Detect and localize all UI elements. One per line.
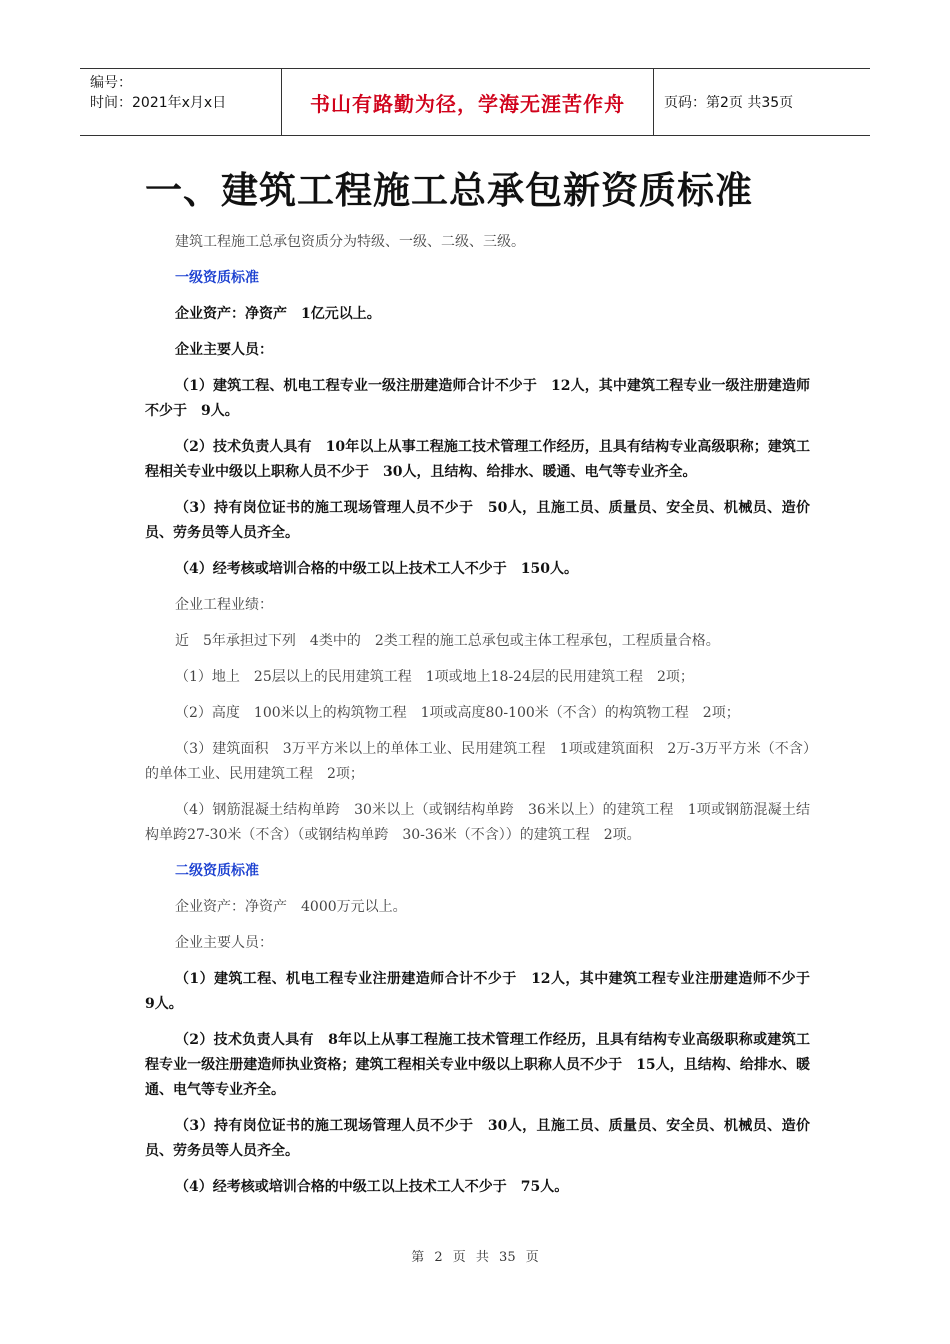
page-footer: 第 2 页 共 35 页 <box>411 1250 539 1265</box>
paragraph: （3）建筑面积 3万平方米以上的单体工业、民用建筑工程 1项或建筑面积 2万-3万平方米（不含）的单体工业、民用建筑工程 2项； <box>145 741 810 782</box>
paragraph: （4）经考核或培训合格的中级工以上技术工人不少于 150人。 <box>175 561 578 577</box>
paragraph: （4）钢筋混凝土结构单跨 30米以上（或钢结构单跨 36米以上）的建筑工程 1项或钢筋混凝土结构单跨27-30米（不含）（或钢结构单跨 30-36米（不含））的建筑工程 2项。 <box>145 802 810 843</box>
document-number-label: 编号： <box>90 75 132 91</box>
paragraph: 建筑工程施工总承包资质分为特级、一级、二级、三级。 <box>175 234 525 250</box>
paragraph: （1）地上 25层以上的民用建筑工程 1项或地上18-24层的民用建筑工程 2项； <box>175 669 694 685</box>
paragraph: （2）高度 100米以上的构筑物工程 1项或高度80-100米（不含）的构筑物工程 2项； <box>175 705 740 721</box>
paragraph: （2）技术负责人具有 10年以上从事工程施工技术管理工作经历，且具有结构专业高级职称；建筑工程相关专业中级以上职称人员不少于 30人，且结构、给排水、暖通、电气等专业齐全。 <box>145 439 810 480</box>
paragraph: 企业资产：净资产 1亿元以上。 <box>175 306 381 322</box>
paragraph: （1）建筑工程、机电工程专业注册建造师合计不少于 12人，其中建筑工程专业注册建造师不少于 9人。 <box>145 971 824 1012</box>
paragraph: 企业资产：净资产 4000万元以上。 <box>175 899 407 915</box>
header-meta <box>80 69 282 135</box>
paragraph: 企业工程业绩： <box>175 597 273 613</box>
paragraph: （1）建筑工程、机电工程专业一级注册建造师合计不少于 12人，其中建筑工程专业一级注册建造师不少于 9人。 <box>145 378 810 419</box>
page-header <box>80 68 870 136</box>
document-time-label: 时间：2021年x月x日 <box>90 95 227 111</box>
header-page-info: 页码：第2页 共35页 <box>664 95 794 111</box>
paragraph: （4）经考核或培训合格的中级工以上技术工人不少于 75人。 <box>175 1179 569 1195</box>
header-motto-cell <box>282 69 654 135</box>
paragraph: 企业主要人员： <box>175 935 273 951</box>
section-heading-level1: 一级资质标准 <box>175 270 259 286</box>
paragraph: 近 5年承担过下列 4类中的 2类工程的施工总承包或主体工程承包，工程质量合格。 <box>175 633 720 649</box>
page-title: 一、建筑工程施工总承包新资质标准 <box>145 169 753 212</box>
paragraph: （3）持有岗位证书的施工现场管理人员不少于 50人，且施工员、质量员、安全员、机械员、造价员、劳务员等人员齐全。 <box>145 500 810 541</box>
paragraph: 企业主要人员： <box>175 342 273 358</box>
section-heading-level2: 二级资质标准 <box>175 863 259 879</box>
paragraph: （2）技术负责人具有 8年以上从事工程施工技术管理工作经历，且具有结构专业高级职称或建筑工程专业一级注册建造师执业资格；建筑工程相关专业中级以上职称人员不少于 15人，且结构、给排水、暖通、电气等专业齐全。 <box>145 1032 810 1098</box>
paragraph: （3）持有岗位证书的施工现场管理人员不少于 30人，且施工员、质量员、安全员、机械员、造价员、劳务员等人员齐全。 <box>145 1118 810 1159</box>
header-motto: 书山有路勤为径，学海无涯苦作舟 <box>310 91 625 116</box>
document-body <box>145 230 824 1211</box>
